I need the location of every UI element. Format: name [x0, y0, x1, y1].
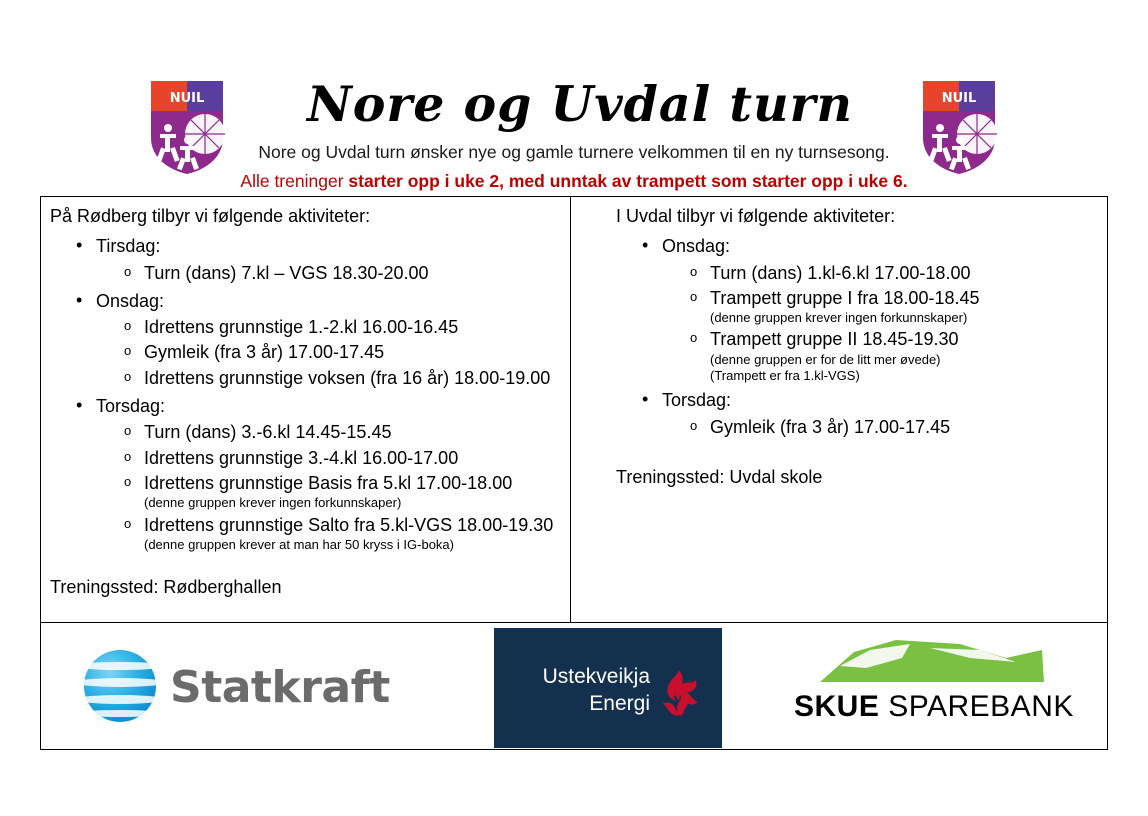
- activity-text: o Idrettens grunnstige 3.-4.kl 16.00-17.00: [122, 446, 560, 470]
- day-label: • Torsdag:: [74, 394, 560, 418]
- activity-text: o Idrettens grunnstige voksen (fra 16 år) 18.00-19.00: [122, 366, 560, 390]
- day-label: • Onsdag:: [640, 234, 1086, 258]
- ustekveikja-line2: Energi: [589, 691, 650, 715]
- activity-item: [122, 366, 560, 390]
- activity-note: (denne gruppen krever at man har 50 kryss i IG-boka): [144, 536, 454, 552]
- ustekveikja-logo: [494, 628, 722, 748]
- start-notice: [0, 171, 1148, 192]
- activity-item: [122, 315, 560, 339]
- activity-text: o Turn (dans) 1.kl-6.kl 17.00-18.00: [688, 261, 1086, 285]
- activity-item: [688, 261, 1086, 285]
- activity-item: [688, 286, 1086, 327]
- activity-list: [640, 261, 1086, 385]
- ustekveikja-wordmark: [510, 664, 650, 718]
- activity-item: [122, 261, 560, 285]
- activity-text: o Trampett gruppe II 18.45-19.30: [688, 327, 1086, 351]
- statkraft-wordmark: Statkraft: [170, 662, 390, 713]
- poster-header: [0, 30, 1148, 190]
- activity-text: o Gymleik (fra 3 år) 17.00-17.45: [688, 415, 1086, 439]
- activity-text: o Trampett gruppe I fra 18.00-18.45: [688, 286, 1086, 310]
- day-label: • Torsdag:: [640, 388, 1086, 412]
- activity-item: [122, 340, 560, 364]
- skue-mountain-icon: [810, 636, 1050, 688]
- activity-note: (Trampett er fra 1.kl-VGS): [710, 367, 860, 383]
- activity-note: (denne gruppen krever ingen forkunnskaper): [710, 310, 968, 326]
- activity-item: [688, 327, 1086, 384]
- statkraft-globe-icon: [84, 650, 156, 722]
- activity-note: (denne gruppen er for de litt mer øvede): [710, 351, 941, 367]
- statkraft-logo: [84, 642, 424, 728]
- day-group: [640, 388, 1086, 439]
- ustekveikja-flame-icon: [652, 668, 706, 718]
- intro-text: Nore og Uvdal turn ønsker nye og gamle turnere velkommen til en ny turnsesong.: [258, 142, 890, 162]
- skue-sparebank-logo: [790, 636, 1080, 734]
- column-divider: [570, 196, 571, 623]
- activity-item: [122, 471, 560, 512]
- sponsor-separator: [40, 622, 1108, 623]
- activity-text: o Idrettens grunnstige 1.-2.kl 16.00-16.45: [122, 315, 560, 339]
- activity-item: [122, 420, 560, 444]
- day-label: • Tirsdag:: [74, 234, 560, 258]
- skue-wordmark-bold: SKUE: [794, 690, 880, 723]
- activity-list: [74, 261, 560, 285]
- svg-text:NUIL: NUIL: [169, 91, 205, 106]
- activity-text: o Gymleik (fra 3 år) 17.00-17.45: [122, 340, 560, 364]
- day-group: [74, 394, 560, 553]
- uvdal-place: Treningssted: Uvdal skole: [616, 466, 823, 487]
- uvdal-heading: I Uvdal tilbyr vi følgende aktiviteter:: [616, 206, 896, 226]
- activity-list: [640, 415, 1086, 439]
- activity-note: (denne gruppen krever ingen forkunnskaper): [144, 495, 402, 511]
- notice-plain-text: Alle treninger: [240, 171, 349, 191]
- activity-list: [74, 420, 560, 553]
- activity-item: [122, 513, 560, 554]
- ustekveikja-line1: Ustekveikja: [542, 665, 650, 688]
- svg-text:NUIL: NUIL: [941, 91, 977, 106]
- activity-text: o Idrettens grunnstige Basis fra 5.kl 17.00-18.00: [122, 471, 560, 495]
- rodberg-place: Treningssted: Rødberghallen: [50, 577, 282, 598]
- column-rodberg: [50, 204, 560, 599]
- skue-wordmark-rest: SPAREBANK: [879, 690, 1074, 723]
- page-title: Nore og Uvdal turn: [306, 75, 854, 133]
- uvdal-day-list: [616, 234, 1086, 439]
- rodberg-day-list: [50, 234, 560, 553]
- notice-bold-text: starter opp i uke 2, med unntak av trampett som starter opp i uke 6.: [348, 171, 908, 191]
- activity-item: [688, 415, 1086, 439]
- skue-wordmark: [794, 690, 1074, 724]
- day-group: [74, 234, 560, 285]
- activity-text: o Turn (dans) 7.kl – VGS 18.30-20.00: [122, 261, 560, 285]
- column-uvdal: [616, 204, 1086, 489]
- activity-item: [122, 446, 560, 470]
- sponsor-strip: [42, 624, 1106, 748]
- rodberg-heading: På Rødberg tilbyr vi følgende aktiviteter:: [50, 206, 371, 226]
- day-label: • Onsdag:: [74, 289, 560, 313]
- day-group: [74, 289, 560, 390]
- activity-text: o Turn (dans) 3.-6.kl 14.45-15.45: [122, 420, 560, 444]
- activity-text: o Idrettens grunnstige Salto fra 5.kl-VGS 18.00-19.30: [122, 513, 560, 537]
- day-group: [640, 234, 1086, 384]
- activity-list: [74, 315, 560, 390]
